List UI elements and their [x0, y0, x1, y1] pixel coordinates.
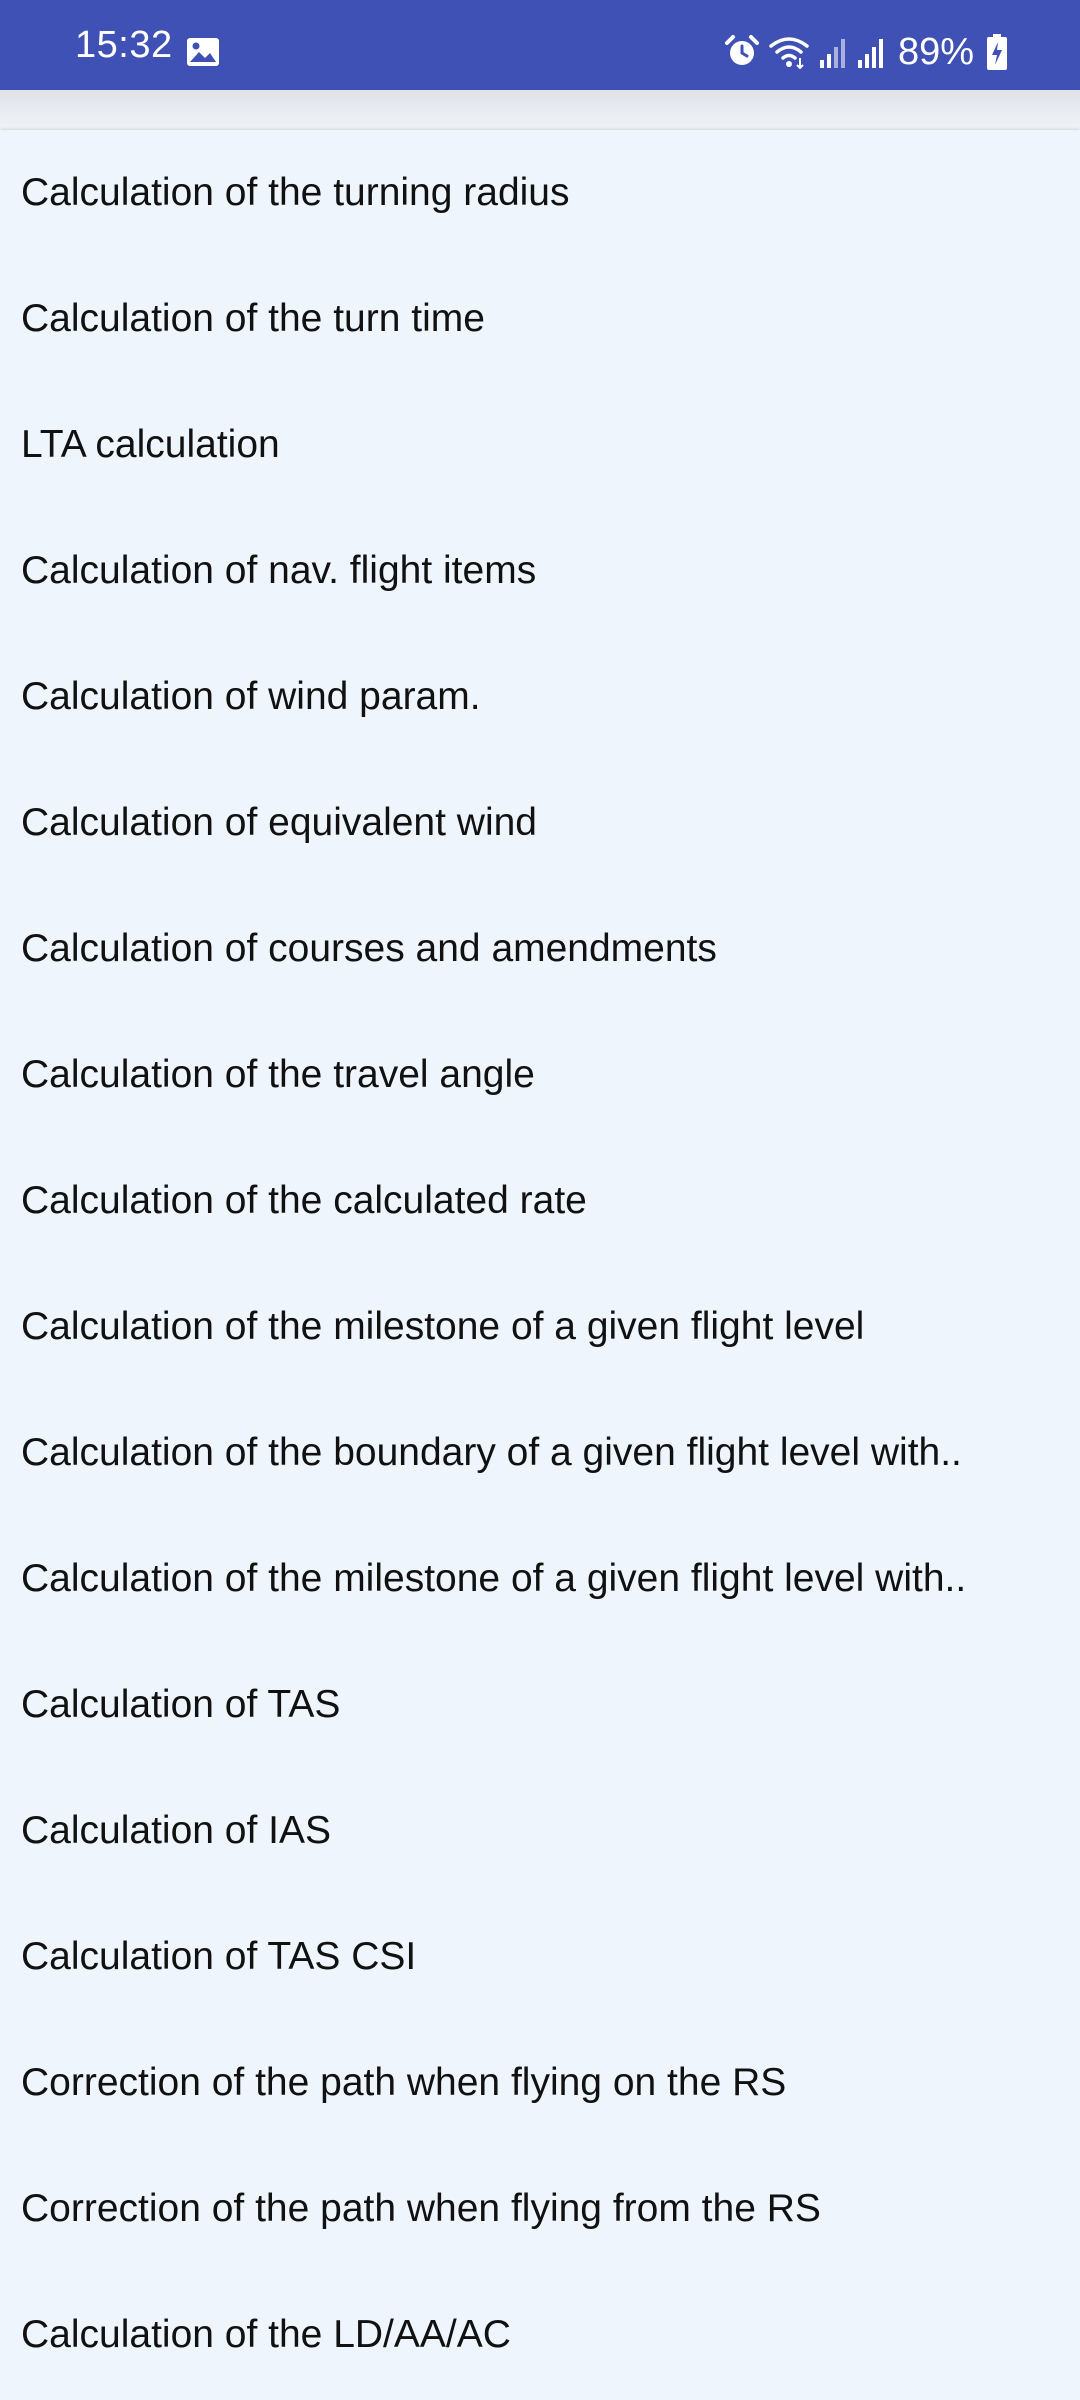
battery-charging-icon	[986, 33, 1008, 71]
status-time: 15:32	[75, 24, 173, 66]
menu-item-boundary-flight-level[interactable]: Calculation of the boundary of a given flight level with..	[21, 1431, 962, 1474]
menu-item-courses-amendments[interactable]: Calculation of courses and amendments	[21, 927, 717, 970]
calculation-menu	[0, 130, 1080, 2400]
gallery-icon	[186, 37, 220, 67]
menu-item-ias[interactable]: Calculation of IAS	[21, 1809, 332, 1852]
signal-icon	[856, 34, 886, 70]
status-bar	[0, 0, 1080, 90]
status-icons	[724, 29, 1008, 75]
menu-item-nav-flight-items[interactable]: Calculation of nav. flight items	[21, 549, 537, 592]
menu-item-lta[interactable]: LTA calculation	[21, 423, 280, 466]
menu-item-path-on-rs[interactable]: Correction of the path when flying on the RS	[21, 2061, 787, 2104]
menu-item-turn-time[interactable]: Calculation of the turn time	[21, 297, 485, 340]
wifi-icon	[768, 34, 810, 70]
menu-item-milestone-flight-level-with[interactable]: Calculation of the milestone of a given flight level with..	[21, 1557, 967, 1600]
battery-percentage: 89%	[897, 31, 974, 73]
app-bar	[0, 90, 1080, 130]
signal-icon	[818, 34, 848, 70]
menu-item-turning-radius[interactable]: Calculation of the turning radius	[21, 171, 570, 214]
alarm-icon	[724, 34, 760, 70]
menu-item-calculated-rate[interactable]: Calculation of the calculated rate	[21, 1179, 587, 1222]
menu-item-tas[interactable]: Calculation of TAS	[21, 1683, 341, 1726]
menu-item-tas-csi[interactable]: Calculation of TAS CSI	[21, 1935, 417, 1978]
menu-item-wind-param[interactable]: Calculation of wind param.	[21, 675, 481, 718]
menu-item-equivalent-wind[interactable]: Calculation of equivalent wind	[21, 801, 537, 844]
menu-item-ld-aa-ac[interactable]: Calculation of the LD/AA/AC	[21, 2313, 511, 2356]
menu-item-travel-angle[interactable]: Calculation of the travel angle	[21, 1053, 535, 1096]
menu-item-milestone-flight-level[interactable]: Calculation of the milestone of a given flight level	[21, 1305, 865, 1348]
menu-item-path-from-rs[interactable]: Correction of the path when flying from the RS	[21, 2187, 821, 2230]
